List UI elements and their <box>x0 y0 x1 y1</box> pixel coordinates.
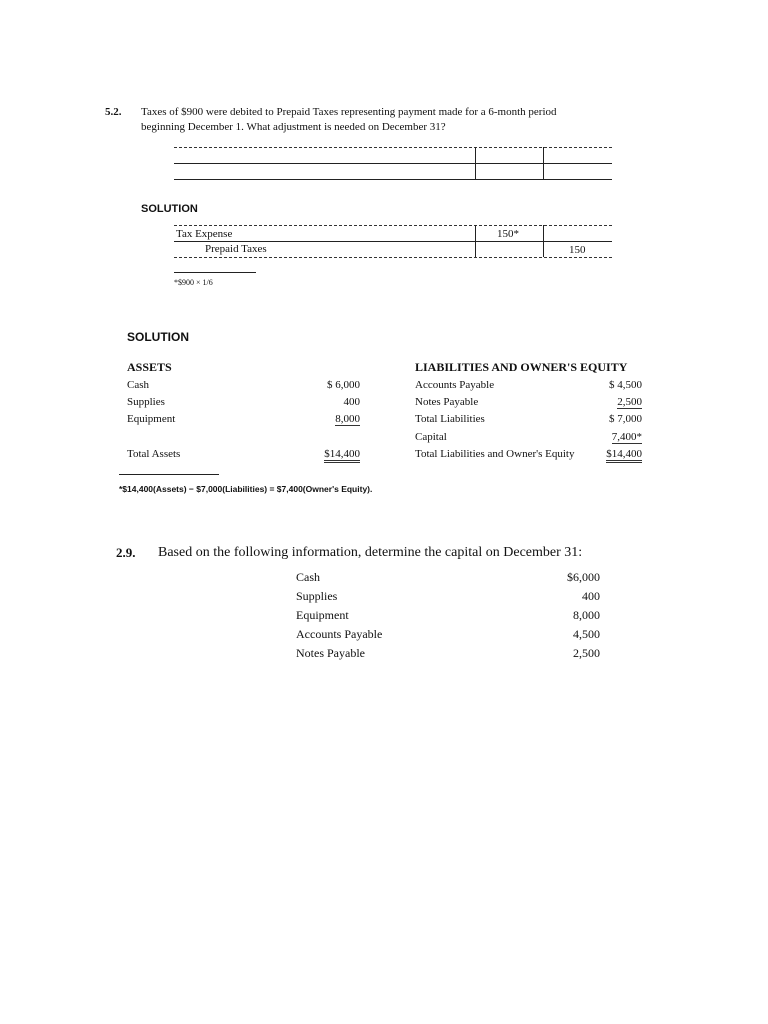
list-item-value: 2,500 <box>573 646 600 660</box>
assets-heading: ASSETS <box>127 360 172 374</box>
problem-number: 5.2. <box>105 106 122 118</box>
total-assets-amount: $14,400 <box>324 448 360 463</box>
liability-value: $ 7,000 <box>609 413 642 425</box>
liability-value-underlined: 2,500 <box>617 396 642 408</box>
liability-value: $ 4,500 <box>609 379 642 391</box>
asset-label: Supplies <box>127 396 165 408</box>
debit-account: Tax Expense <box>176 228 233 240</box>
solution-heading: SOLUTION <box>141 203 198 215</box>
credit-account: Prepaid Taxes <box>205 243 267 255</box>
asset-value: $ 6,000 <box>327 379 360 391</box>
liability-label: Total Liabilities <box>415 413 485 425</box>
capital-value-underlined: 7,400* <box>611 431 642 443</box>
credit-amount: 150 <box>569 244 586 256</box>
list-item-label: Supplies <box>296 589 338 603</box>
liability-value <box>582 396 642 408</box>
footnote-2: *$14,400(Assets) − $7,000(Liabilities) = $7,400(Owner's Equity). <box>119 484 373 494</box>
liability-label: Notes Payable <box>415 396 479 408</box>
problem-text-line-1: Taxes of $900 were debited to Prepaid Taxes representing payment made for a 6-month period <box>141 106 557 118</box>
total-liabilities-equity-amount: $14,400 <box>606 448 642 463</box>
list-item-value: 4,500 <box>573 627 600 641</box>
footnote-rule-2 <box>119 474 219 475</box>
footnote-rule <box>174 272 256 273</box>
liabilities-heading: LIABILITIES AND OWNER'S EQUITY <box>415 360 628 374</box>
list-item-value: 400 <box>582 589 600 603</box>
problem-2-9-number: 2.9. <box>116 545 136 560</box>
liability-label: Accounts Payable <box>415 379 495 391</box>
list-item-value: $6,000 <box>567 570 600 584</box>
total-assets-label: Total Assets <box>127 448 181 460</box>
list-item-label: Equipment <box>296 608 349 622</box>
total-liabilities-equity-label: Total Liabilities and Owner's Equity <box>415 448 575 460</box>
list-item-label: Cash <box>296 570 320 584</box>
debit-amount: 150* <box>497 228 519 240</box>
asset-value-underlined: 8,000 <box>335 413 360 425</box>
solution-heading-2: SOLUTION <box>127 330 189 344</box>
capital-value <box>582 431 642 443</box>
problem-2-9-text: Based on the following information, determine the capital on December 31: <box>158 545 583 560</box>
list-item-value: 8,000 <box>573 608 600 622</box>
total-liabilities-equity-value <box>582 448 642 460</box>
asset-label: Equipment <box>127 413 176 425</box>
list-item-label: Notes Payable <box>296 646 365 660</box>
asset-value: 400 <box>343 396 360 408</box>
footnote: *$900 × 1/6 <box>174 278 213 287</box>
problem-text-line-2: beginning December 1. What adjustment is needed on December 31? <box>141 121 446 133</box>
asset-label: Cash <box>127 379 149 391</box>
list-item-label: Accounts Payable <box>296 627 383 641</box>
capital-label: Capital <box>415 431 447 443</box>
total-assets-value <box>300 448 360 460</box>
asset-value <box>300 413 360 425</box>
